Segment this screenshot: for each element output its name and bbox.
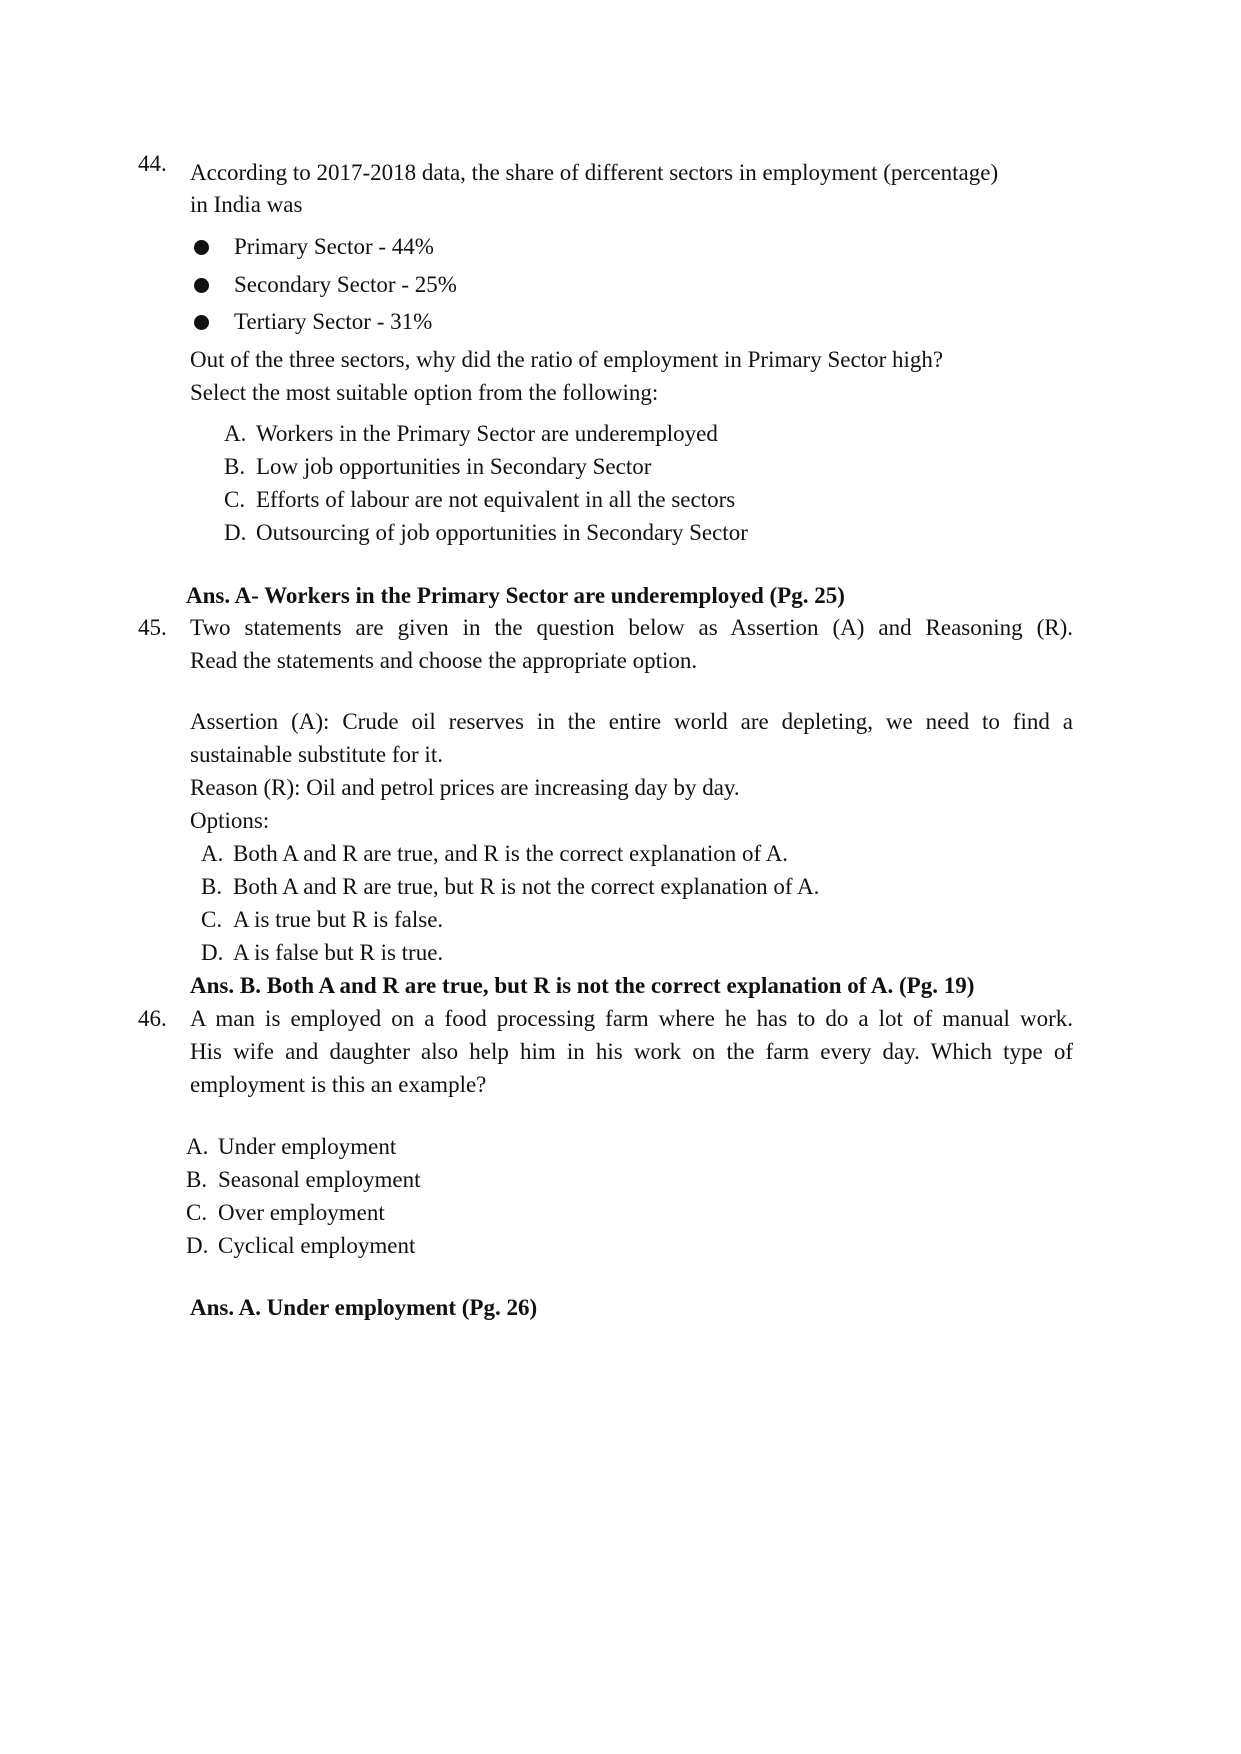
option-text: Over employment (218, 1200, 385, 1225)
option-text: Outsourcing of job opportunities in Secondary Sector (256, 520, 748, 545)
option-letter: C. (201, 907, 223, 932)
option-text: Seasonal employment (218, 1167, 421, 1192)
q46-stem-line-2: His wife and daughter also help him in his work on the farm every day. Which type of (190, 1039, 1073, 1064)
option-letter: D. (201, 940, 224, 965)
q44-bullet-2: Secondary Sector - 25% (234, 272, 457, 297)
q44-bullet-3: Tertiary Sector - 31% (234, 309, 433, 334)
option-letter: A. (186, 1134, 209, 1159)
option-letter: D. (186, 1233, 209, 1258)
option-letter: C. (224, 487, 246, 512)
option-letter: B. (201, 874, 223, 899)
q44-option-b (224, 453, 651, 481)
q46-answer: Ans. A. Under employment (Pg. 26) (190, 1295, 538, 1320)
q45-option-d (201, 939, 443, 967)
q44-stem-line-2: in India was (190, 192, 303, 217)
q44-option-c (224, 486, 735, 514)
q46-option-c (186, 1199, 385, 1227)
bullet-icon (194, 240, 209, 255)
option-letter: D. (224, 520, 247, 545)
option-text: Efforts of labour are not equivalent in all the sectors (256, 487, 736, 512)
option-text: Cyclical employment (218, 1233, 416, 1258)
question-number-45: 45. (138, 615, 167, 640)
option-letter: B. (224, 454, 246, 479)
q45-stem-line-2: Read the statements and choose the appropriate option. (190, 648, 698, 673)
q44-question-line-1: Out of the three sectors, why did the ratio of employment in Primary Sector high? (190, 347, 944, 372)
q45-option-b (201, 873, 819, 901)
option-letter: B. (186, 1167, 208, 1192)
option-text: Under employment (218, 1134, 397, 1159)
q45-reason: Reason (R): Oil and petrol prices are increasing day by day. (190, 775, 740, 800)
bullet-icon (194, 278, 209, 293)
q45-option-c (201, 906, 443, 934)
option-text: Both A and R are true, and R is the correct explanation of A. (233, 841, 789, 866)
q46-option-a (186, 1133, 396, 1161)
q45-answer: Ans. B. Both A and R are true, but R is not the correct explanation of A. (Pg. 19) (190, 973, 975, 998)
option-text: Workers in the Primary Sector are underemployed (256, 421, 718, 446)
q44-answer: Ans. A- Workers in the Primary Sector are underemployed (Pg. 25) (186, 583, 845, 608)
q44-option-d (224, 519, 748, 547)
option-letter: C. (186, 1200, 208, 1225)
bullet-icon (194, 315, 209, 330)
q45-assertion-line-1: Assertion (A): Crude oil reserves in the entire world are depleting, we need to find a (190, 709, 1073, 734)
q45-stem-line-1: Two statements are given in the question below as Assertion (A) and Reasoning (R). (190, 615, 1073, 640)
q46-option-d (186, 1232, 415, 1260)
q46-stem-line-3: employment is this an example? (190, 1072, 487, 1097)
q46-option-b (186, 1166, 421, 1194)
option-text: Both A and R are true, but R is not the correct explanation of A. (233, 874, 820, 899)
option-letter: A. (201, 841, 224, 866)
option-text: A is true but R is false. (233, 907, 444, 932)
q44-option-a (224, 420, 718, 448)
q45-options-label: Options: (190, 808, 270, 833)
option-letter: A. (224, 421, 247, 446)
q44-question-line-2: Select the most suitable option from the following: (190, 380, 659, 405)
question-number-46: 46. (138, 1006, 167, 1031)
q44-stem-line-1: According to 2017-2018 data, the share of different sectors in employment (percentage) (190, 160, 999, 185)
q45-option-a (201, 840, 788, 868)
option-text: A is false but R is true. (233, 940, 444, 965)
q45-assertion-line-2: sustainable substitute for it. (190, 742, 443, 767)
q44-bullet-1: Primary Sector - 44% (234, 234, 434, 259)
option-text: Low job opportunities in Secondary Sector (256, 454, 652, 479)
question-number-44: 44. (138, 151, 167, 176)
q46-stem-line-1: A man is employed on a food processing farm where he has to do a lot of manual work. (190, 1006, 1073, 1031)
